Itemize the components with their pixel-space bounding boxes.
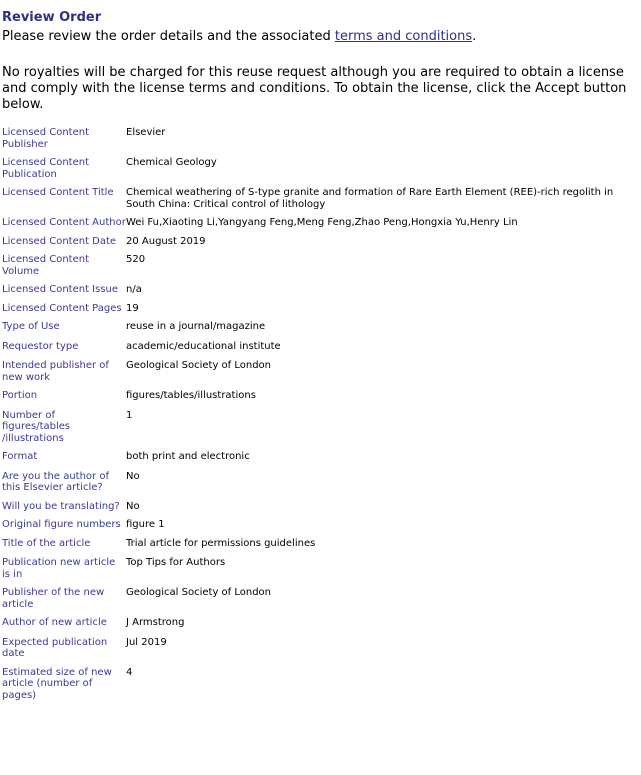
detail-row-volume xyxy=(2,254,634,284)
detail-label: Intended publisher of new work xyxy=(2,360,109,383)
detail-row-original-figure-numbers xyxy=(2,519,634,538)
intro-suffix: . xyxy=(472,29,477,44)
detail-value: 4 xyxy=(126,666,133,678)
detail-label: Format xyxy=(2,451,38,462)
detail-value: No xyxy=(126,500,140,512)
detail-value: Chemical weathering of S-type granite and formation of Rare Earth Element (REE)-rich regolith in South China: Critical control of lithology xyxy=(126,187,614,210)
detail-row-issue xyxy=(2,284,634,303)
detail-row-title xyxy=(2,187,634,217)
detail-label: Portion xyxy=(2,390,38,401)
detail-row-estimated-size xyxy=(2,667,634,709)
terms-and-conditions-link[interactable]: terms and conditions xyxy=(334,29,473,44)
detail-row-type-of-use xyxy=(2,321,634,341)
detail-value: Geological Society of London xyxy=(126,587,272,598)
detail-label: Author of new article xyxy=(2,617,107,628)
detail-label: Type of Use xyxy=(2,321,60,332)
detail-value: 520 xyxy=(126,254,146,265)
detail-label: Licensed Content Publisher xyxy=(2,127,89,150)
detail-row-intended-publisher xyxy=(2,360,634,390)
detail-label: Licensed Content Issue xyxy=(2,284,119,295)
detail-row-pages xyxy=(2,303,634,322)
detail-label: Estimated size of new article (number of pages) xyxy=(2,666,112,701)
detail-row-date xyxy=(2,236,634,255)
detail-label: Licensed Content Author xyxy=(2,217,126,228)
detail-row-format xyxy=(2,451,634,471)
detail-label: Are you the author of this Elsevier article? xyxy=(2,470,109,493)
intro-text xyxy=(2,29,641,45)
detail-value: 1 xyxy=(126,409,133,421)
detail-value: Wei Fu,Xiaoting Li,Yangyang Feng,Meng Feng,Zhao Peng,Hongxia Yu,Henry Lin xyxy=(126,217,518,228)
royalties-note: No royalties will be charged for this reuse request although you are required to obtain a license and comply with the license terms and conditions. To obtain the license, click the Accept button below. xyxy=(2,65,627,112)
detail-value: academic/educational institute xyxy=(126,340,281,352)
detail-value: 20 August 2019 xyxy=(126,235,206,247)
detail-label: Licensed Content Publication xyxy=(2,157,89,180)
order-details-table xyxy=(2,127,634,708)
detail-row-translating xyxy=(2,501,634,520)
detail-value: 19 xyxy=(126,302,139,314)
detail-value: n/a xyxy=(126,284,142,295)
detail-label: Licensed Content Volume xyxy=(2,254,89,277)
detail-label: Number of figures/tables /illustrations xyxy=(2,409,71,444)
detail-row-publication-new-article xyxy=(2,557,634,587)
detail-value: J Armstrong xyxy=(126,617,185,628)
detail-row-publisher xyxy=(2,127,634,157)
detail-value: No xyxy=(126,470,140,482)
detail-label: Requestor type xyxy=(2,340,79,352)
detail-value: Jul 2019 xyxy=(126,636,167,648)
detail-value: Chemical Geology xyxy=(126,157,217,168)
intro-prefix: Please review the order details and the associated xyxy=(2,29,335,44)
detail-row-portion xyxy=(2,390,634,410)
detail-value: Elsevier xyxy=(126,127,166,138)
detail-label: Expected publication date xyxy=(2,636,108,659)
detail-row-publication xyxy=(2,157,634,187)
detail-row-article-title xyxy=(2,538,634,558)
detail-label: Title of the article xyxy=(2,537,91,549)
detail-value: both print and electronic xyxy=(126,451,250,462)
detail-value: figures/tables/illustrations xyxy=(126,390,256,401)
detail-value: Geological Society of London xyxy=(126,360,272,371)
detail-label: Publication new article is in xyxy=(2,557,116,580)
detail-value: Trial article for permissions guidelines xyxy=(126,537,316,549)
detail-row-author-new-article xyxy=(2,617,634,637)
detail-label: Will you be translating? xyxy=(2,500,120,512)
detail-row-publisher-new-article xyxy=(2,587,634,617)
detail-value: figure 1 xyxy=(126,519,165,530)
detail-value: reuse in a journal/magazine xyxy=(126,321,266,332)
detail-row-number-of-figures xyxy=(2,410,634,452)
detail-label: Licensed Content Pages xyxy=(2,302,122,314)
detail-label: Licensed Content Title xyxy=(2,187,114,198)
detail-label: Original figure numbers xyxy=(2,519,121,530)
detail-row-expected-publication-date xyxy=(2,637,634,667)
detail-row-requestor-type xyxy=(2,341,634,361)
detail-label: Publisher of the new article xyxy=(2,587,105,610)
detail-value: Top Tips for Authors xyxy=(126,557,226,568)
page-title: Review Order xyxy=(2,10,102,25)
detail-row-author xyxy=(2,217,634,236)
detail-row-are-you-author xyxy=(2,471,634,501)
detail-label: Licensed Content Date xyxy=(2,235,117,247)
